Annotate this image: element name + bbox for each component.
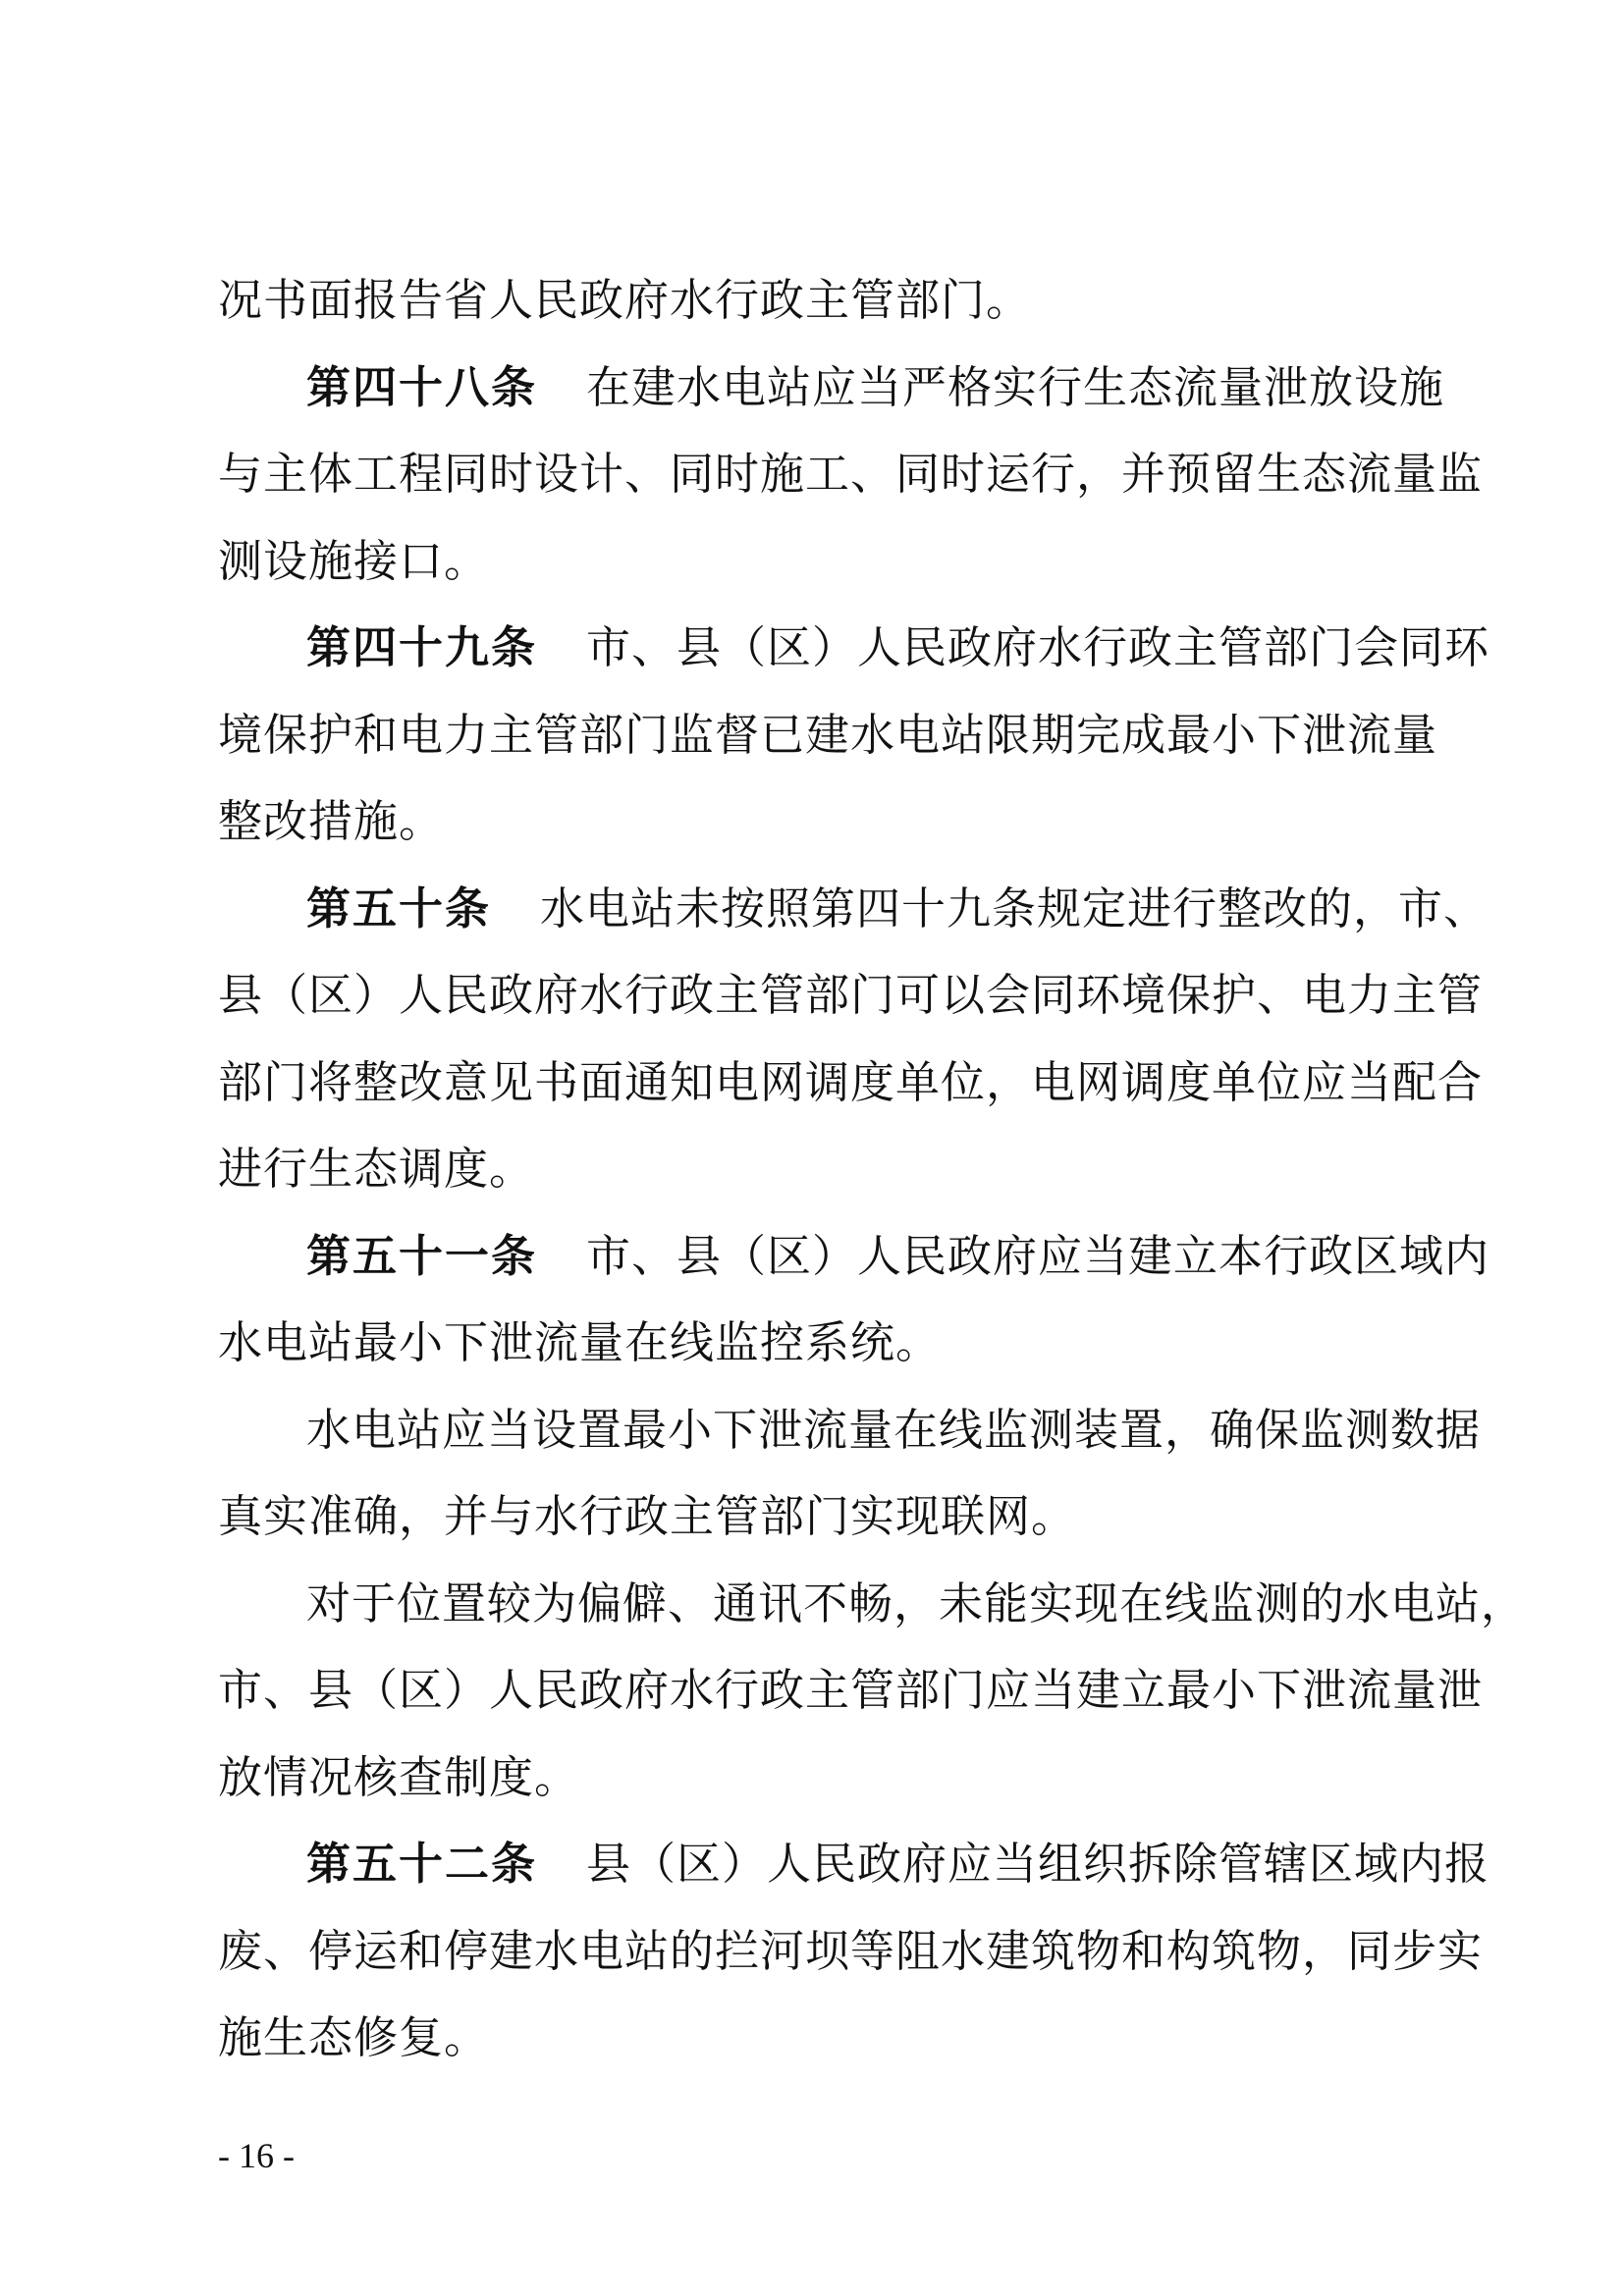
line-text: 测设施接口。	[218, 534, 490, 587]
body-paragraph	[218, 257, 1435, 345]
line-text: 水电站最小下泄流量在线监控系统。	[218, 1316, 942, 1368]
line-text: 市、县（区）人民政府应当建立本行政区域内	[586, 1229, 1490, 1282]
line-text: 在建水电站应当严格实行生态流量泄放设施	[586, 360, 1445, 413]
line-text: 水电站应当设置最小下泄流量在线监测装置，确保监测数据	[306, 1403, 1482, 1456]
line-text: 对于位置较为偏僻、通讯不畅，未能实现在线监测的水电站，	[306, 1576, 1527, 1629]
line-text: 况书面报告省人民政府水行政主管部门。	[218, 274, 1032, 326]
line-text: 水电站未按照第四十九条规定进行整改的，市、	[540, 881, 1489, 934]
line-text: 整改措施。	[218, 795, 445, 847]
line-text: 县（区）人民政府水行政主管部门可以会同环境保护、电力主管	[218, 969, 1484, 1021]
article-number: 第五十一条	[306, 1229, 538, 1282]
article-number: 第四十九条	[306, 621, 538, 673]
text-line	[218, 1561, 1527, 1648]
text-line	[218, 1213, 1490, 1301]
line-text: 放情况核查制度。	[218, 1750, 580, 1803]
article-paragraph	[218, 605, 1490, 866]
text-line	[218, 605, 1490, 692]
text-line	[218, 1473, 1435, 1561]
text-line	[218, 1908, 1484, 1996]
line-text: 市、县（区）人民政府水行政主管部门应当建立最小下泄流量泄	[218, 1664, 1484, 1716]
text-line	[218, 1821, 1490, 1908]
line-text: 真实准确，并与水行政主管部门实现联网。	[218, 1490, 1077, 1542]
body-paragraph	[218, 1561, 1527, 1822]
line-text: 进行生态调度。	[218, 1143, 535, 1195]
text-line	[218, 778, 1435, 866]
article-paragraph	[218, 1213, 1490, 1387]
text-line	[218, 518, 1435, 606]
text-line	[218, 431, 1484, 518]
document-body	[218, 257, 1527, 2082]
text-line	[218, 1040, 1484, 1127]
text-line	[218, 1995, 1435, 2082]
text-line	[218, 692, 1438, 779]
line-text: 境保护和电力主管部门监督已建水电站限期完成最小下泄流量	[218, 708, 1438, 761]
text-line	[218, 952, 1484, 1040]
article-number: 第四十八条	[306, 360, 538, 413]
article-number: 第五十条	[306, 881, 492, 934]
article-paragraph	[218, 1821, 1490, 2082]
line-text: 市、县（区）人民政府水行政主管部门会同环	[586, 621, 1490, 673]
text-line	[218, 1647, 1484, 1735]
text-line	[218, 1126, 1435, 1213]
article-paragraph	[218, 866, 1489, 1213]
text-line	[218, 866, 1489, 953]
page-number: - 16 -	[218, 2136, 295, 2175]
line-text: 废、停运和停建水电站的拦河坝等阻水建筑物和构筑物，同步实	[218, 1924, 1484, 1977]
article-number: 第五十二条	[306, 1838, 538, 1890]
line-text: 部门将整改意见书面通知电网调度单位，电网调度单位应当配合	[218, 1055, 1484, 1108]
text-line	[218, 1300, 1435, 1387]
body-paragraph	[218, 1387, 1482, 1561]
text-line	[218, 345, 1445, 432]
line-text: 施生态修复。	[218, 2011, 490, 2063]
text-line	[218, 1387, 1482, 1474]
text-line	[218, 1735, 1435, 1822]
text-line	[218, 257, 1435, 345]
line-text: 县（区）人民政府应当组织拆除管辖区域内报	[586, 1838, 1490, 1890]
article-paragraph	[218, 345, 1484, 606]
line-text: 与主体工程同时设计、同时施工、同时运行，并预留生态流量监	[218, 448, 1484, 500]
